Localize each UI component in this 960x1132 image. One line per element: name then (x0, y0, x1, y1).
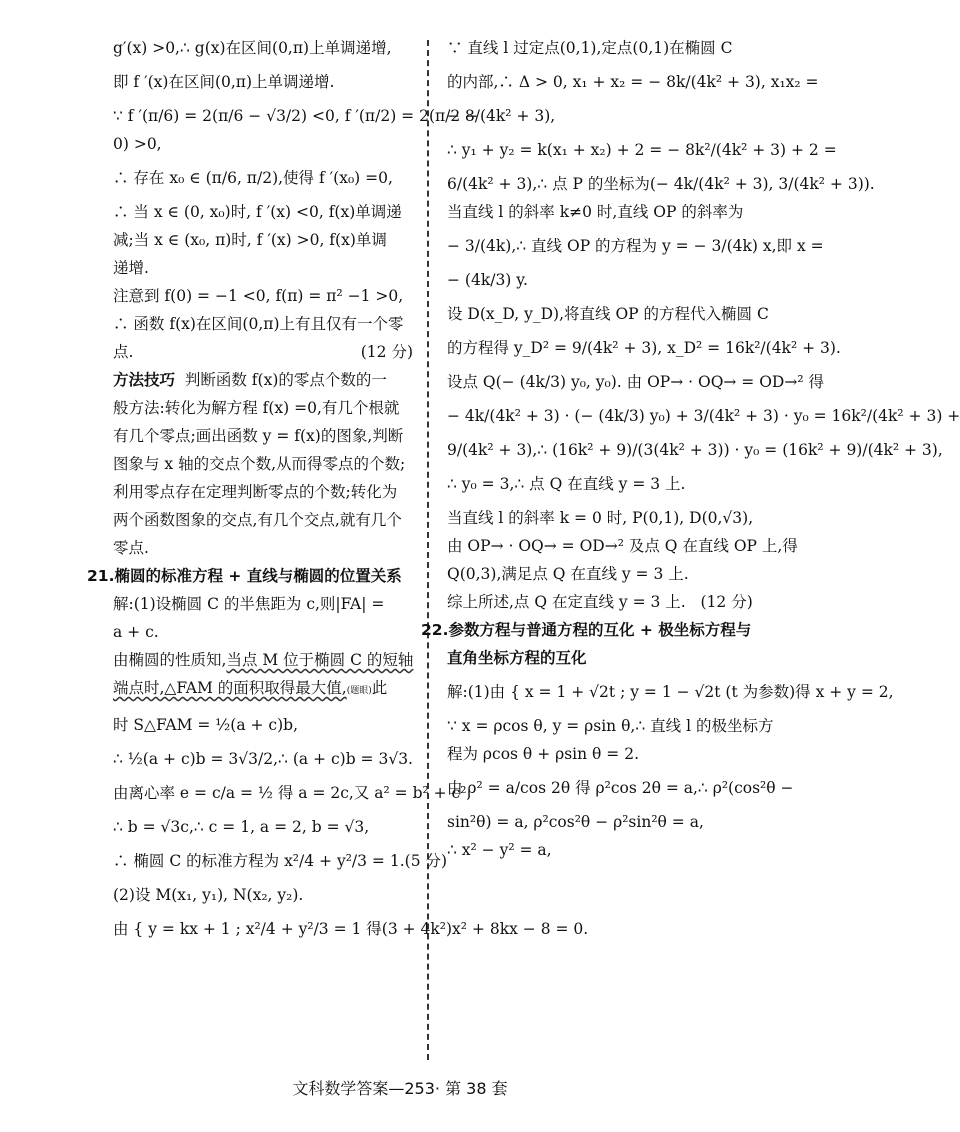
text-fragment: 综上所述,点 Q 在定直线 y = 3 上. (447, 593, 686, 611)
text-line: − (4k/3) y. (447, 271, 528, 289)
question-21-heading (87, 566, 413, 586)
text-line: 0) >0, (113, 135, 162, 153)
column-divider (427, 40, 429, 1060)
text-fragment: 由椭圆的性质知, (113, 651, 227, 669)
score-label: (12 分) (360, 343, 413, 361)
text-line: 两个函数图象的交点,有几个交点,就有几个 (113, 511, 402, 529)
text-line: 9/(4k² + 3),∴ (16k² + 9)/(3(4k² + 3)) · y₀ = (16k² + 9)/(4k² + 3), (447, 441, 943, 459)
text-line: 设点 Q(− (4k/3) y₀, y₀). 由 OP→ · OQ→ = OD→² 得 (447, 373, 824, 391)
text-line (447, 592, 759, 612)
text-line: 设 D(x_D, y_D),将直线 OP 的方程代入椭圆 C (447, 305, 769, 323)
text-line: 由 ρ² = a/cos 2θ 得 ρ²cos 2θ = a,∴ ρ²(cos²θ − (447, 779, 794, 797)
highlighted-text: 当点 M 位于椭圆 C 的短轴 (226, 651, 414, 669)
question-title-continued: 直角坐标方程的互化 (447, 649, 587, 667)
text-line: Q(0,3),满足点 Q 在直线 y = 3 上. (447, 565, 689, 583)
text-line (113, 851, 448, 871)
text-line: a + c. (113, 623, 159, 641)
text-line: sin²θ) = a, ρ²cos²θ − ρ²sin²θ = a, (447, 813, 704, 831)
text-line: 由离心率 e = c/a = ½ 得 a = 2c,又 a² = b² + c², (113, 784, 472, 802)
text-line: ∴ x² − y² = a, (447, 841, 552, 859)
text-line: 注意到 f(0) = −1 <0, f(π) = π² −1 >0, (113, 287, 404, 305)
question-title: 参数方程与普通方程的互化 + 极坐标方程与 (448, 621, 752, 639)
text-line: g′(x) >0,∴ g(x)在区间(0,π)上单调递增, (113, 39, 392, 57)
text-line: ∵ f ′(π/6) = 2(π/6 − √3/2) <0, f ′(π/2) = 2(π/2 − (113, 107, 479, 125)
text-fragment: 此 (371, 679, 388, 697)
text-line: 当直线 l 的斜率 k = 0 时, P(0,1), D(0,√3), (447, 509, 754, 527)
highlighted-text: 端点时,△FAM 的面积取得最大值, (113, 679, 347, 697)
text-fragment: ∴ 椭圆 C 的标准方程为 x²/4 + y²/3 = 1. (113, 852, 405, 870)
text-line: 解:(1)设椭圆 C 的半焦距为 c,则|FA| = (113, 595, 385, 613)
question-number: 21. (87, 567, 115, 585)
page-footer: 文科数学答案—253· 第 38 套 (292, 1079, 508, 1098)
text-line: 程为 ρcos θ + ρsin θ = 2. (447, 745, 640, 763)
right-column (421, 38, 960, 860)
text-line: 图象与 x 轴的交点个数,从而得零点的个数; (113, 455, 406, 473)
text-line: 般方法:转化为解方程 f(x) =0,有几个根就 (113, 399, 400, 417)
text-line: ∴ y₀ = 3,∴ 点 Q 在直线 y = 3 上. (447, 475, 686, 493)
text-line: ∵ x = ρcos θ, y = ρsin θ,∴ 直线 l 的极坐标方 (447, 717, 774, 735)
text-line: 解:(1)由 { x = 1 + √2t ; y = 1 − √2t (t 为参数)得 x + y = 2, (447, 683, 894, 701)
key-point-note: (题眼) (346, 686, 372, 696)
text-line: ∴ b = √3c,∴ c = 1, a = 2, b = √3, (113, 818, 370, 836)
question-title: 椭圆的标准方程 + 直线与椭圆的位置关系 (114, 567, 402, 585)
score-label: (12 分) (700, 593, 753, 611)
text-line: 由 { y = kx + 1 ; x²/4 + y²/3 = 1 得(3 + 4k²)x² + 8kx − 8 = 0. (113, 920, 589, 938)
text-fragment: 判断函数 f(x)的零点个数的一 (184, 371, 387, 389)
text-line: ∴ y₁ + y₂ = k(x₁ + x₂) + 2 = − 8k²/(4k² + 3) + 2 = (447, 141, 837, 159)
text-line: 的方程得 y_D² = 9/(4k² + 3), x_D² = 16k²/(4k² + 3). (447, 339, 841, 357)
text-line (113, 342, 413, 362)
text-line: ∴ ½(a + c)b = 3√3/2,∴ (a + c)b = 3√3. (113, 750, 413, 768)
method-tip-line (113, 370, 413, 390)
text-line: 零点. (113, 539, 149, 557)
text-line: ∴ 存在 x₀ ∈ (π/6, π/2),使得 f ′(x₀) =0, (113, 169, 393, 187)
text-line: 由 OP→ · OQ→ = OD→² 及点 Q 在直线 OP 上,得 (447, 537, 798, 555)
text-line: ∴ 当 x ∈ (0, x₀)时, f ′(x) <0, f(x)单调递 (113, 203, 402, 221)
question-number: 22. (421, 621, 449, 639)
text-line: 递增. (113, 259, 149, 277)
text-line: 的内部,∴ Δ > 0, x₁ + x₂ = − 8k/(4k² + 3), x₁x₂ = (447, 73, 819, 91)
text-line: 减;当 x ∈ (x₀, π)时, f ′(x) >0, f(x)单调 (113, 231, 387, 249)
text-line: 有几个零点;画出函数 y = f(x)的图象,判断 (113, 427, 404, 445)
question-22-heading (421, 620, 759, 640)
text-fragment: 点. (113, 343, 134, 361)
text-line: ∵ 直线 l 过定点(0,1),定点(0,1)在椭圆 C (447, 39, 733, 57)
text-line: − 3/(4k),∴ 直线 OP 的方程为 y = − 3/(4k) x,即 x = (447, 237, 824, 255)
text-line (113, 678, 413, 701)
method-tip-title: 方法技巧 (113, 371, 176, 389)
text-line: 6/(4k² + 3),∴ 点 P 的坐标为(− 4k/(4k² + 3), 3/(4k² + 3)). (447, 175, 875, 193)
text-line: − 8/(4k² + 3), (447, 107, 556, 125)
text-line: (2)设 M(x₁, y₁), N(x₂, y₂). (113, 886, 304, 904)
text-line: 当直线 l 的斜率 k≠0 时,直线 OP 的斜率为 (447, 203, 744, 221)
text-line: 利用零点存在定理判断零点的个数;转化为 (113, 483, 398, 501)
text-line: − 4k/(4k² + 3) · (− (4k/3) y₀) + 3/(4k² + 3) · y₀ = 16k²/(4k² + 3) + (447, 407, 960, 425)
score-label: (5 分) (404, 852, 448, 870)
text-line: 时 S△FAM = ½(a + c)b, (113, 716, 299, 734)
text-line (113, 650, 413, 670)
text-line: 即 f ′(x)在区间(0,π)上单调递增. (113, 73, 335, 91)
text-line: ∴ 函数 f(x)在区间(0,π)上有且仅有一个零 (113, 315, 404, 333)
